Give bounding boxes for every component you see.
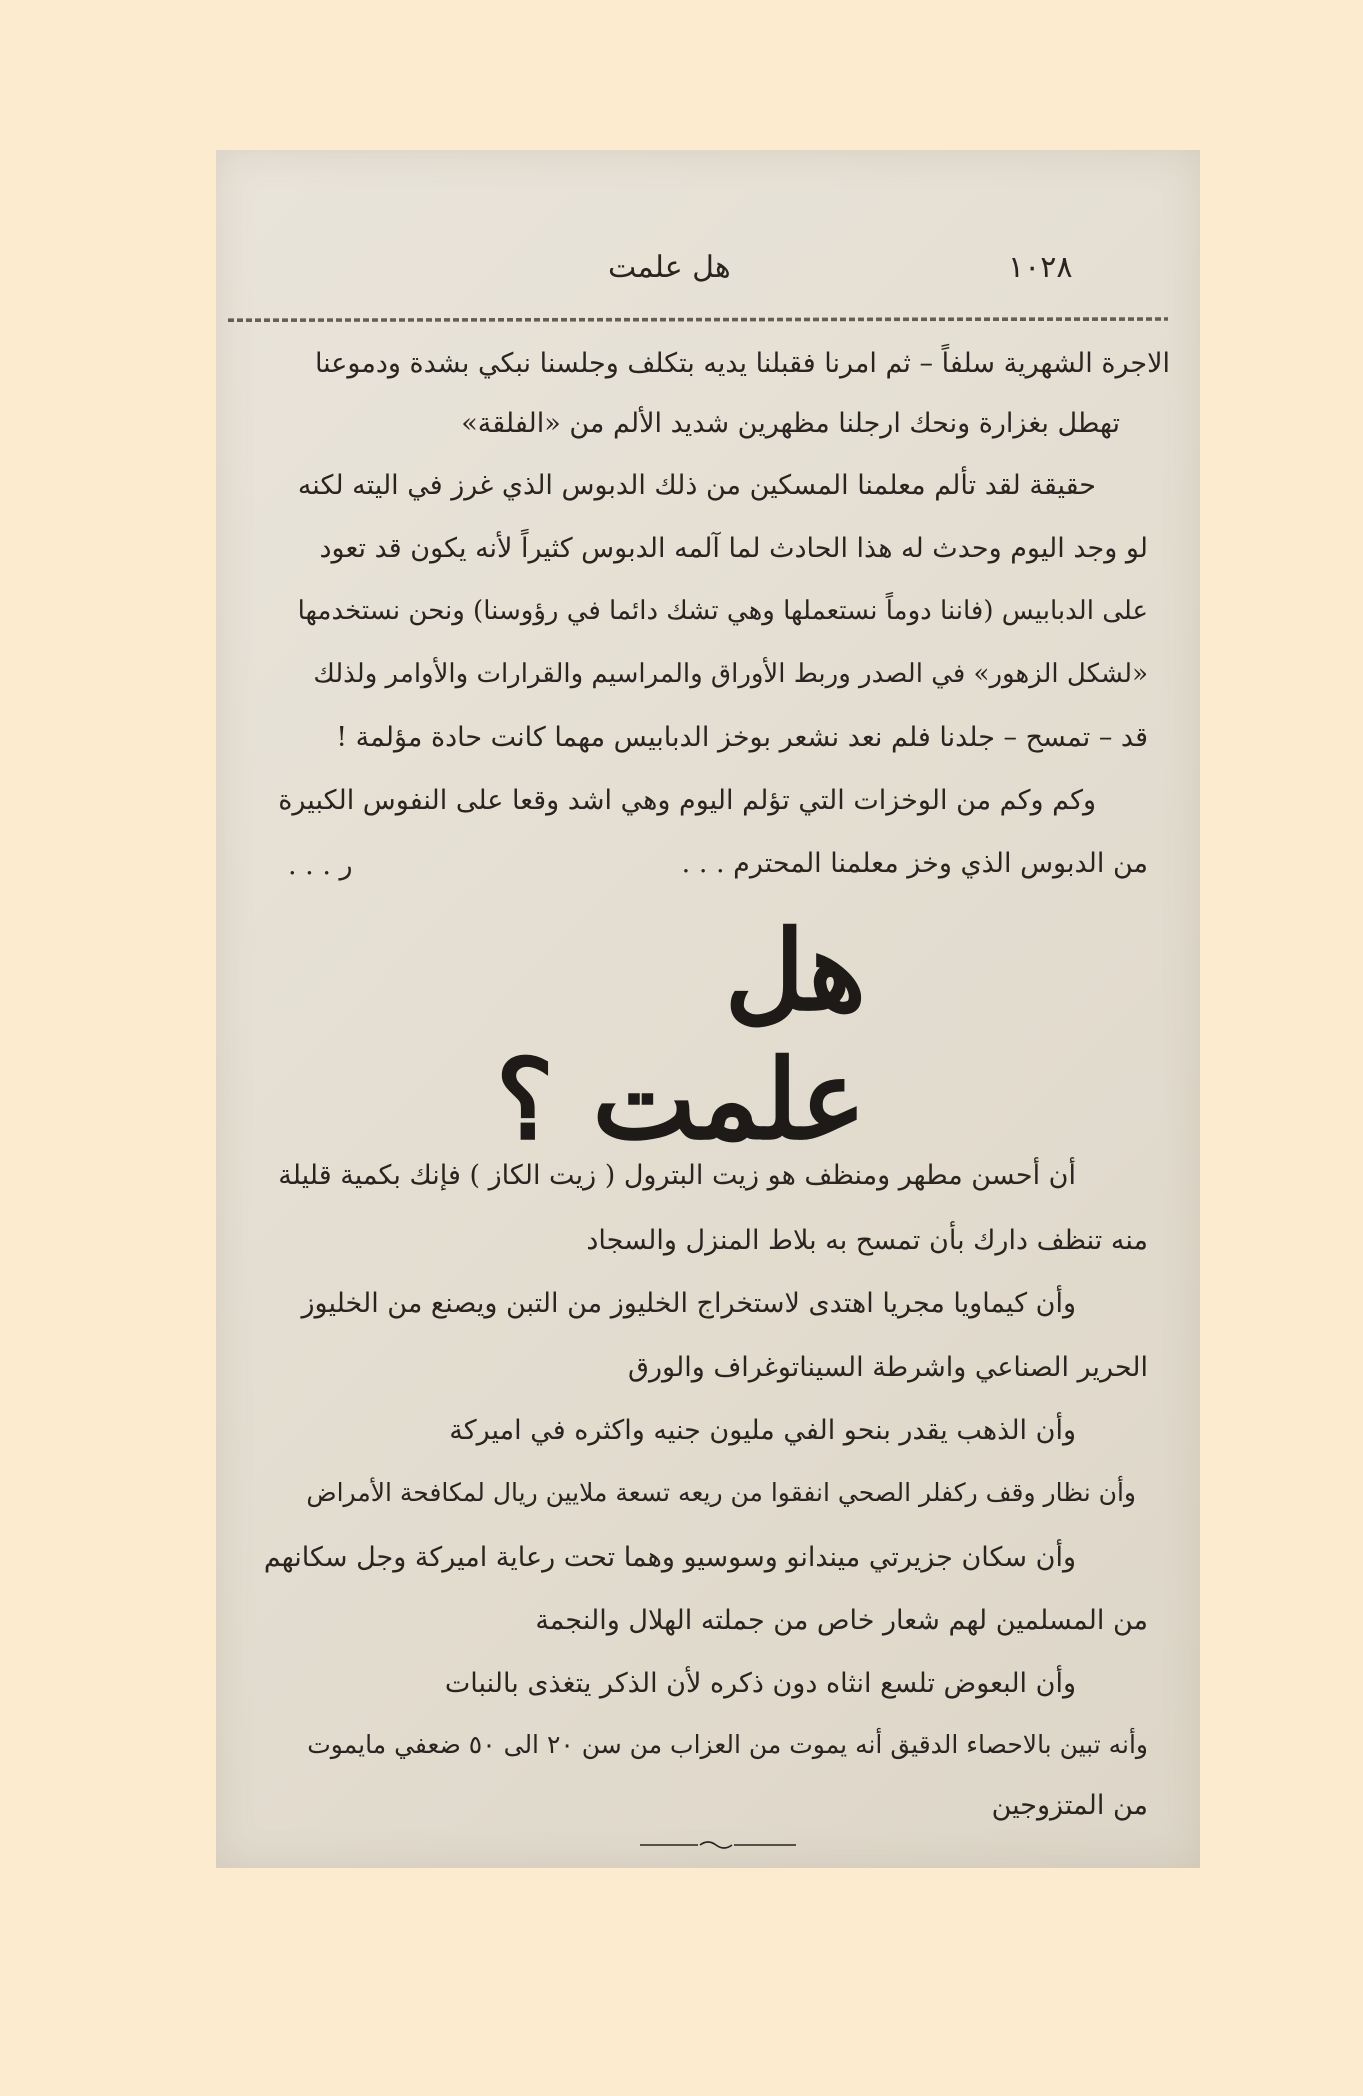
page-header [216, 250, 1200, 310]
section-heading: هل علمت ؟ [495, 906, 866, 1164]
intro-line-7: قد – تمسح – جلدنا فلم نعد نشعر بوخز الدبابيس مهما كانت حادة مؤلمة ! [336, 722, 1148, 753]
intro-line-4: لو وجد اليوم وحدث له هذا الحادث لما آلمه الدبوس كثيراً لأنه يكون قد تعود [319, 533, 1148, 564]
fact-line-3: وأن كيماويا مجريا اهتدى لاستخراج الخليوز من التبن ويصنع من الخليوز [301, 1288, 1076, 1319]
fact-line-11: من المتزوجين [991, 1790, 1148, 1821]
header-rule [228, 316, 1168, 322]
scanned-page [216, 150, 1200, 1868]
intro-line-1: الاجرة الشهرية سلفاً – ثم امرنا فقبلنا يديه بتكلف وجلسنا نبكي بشدة ودموعنا [314, 348, 1170, 379]
intro-signature: ر . . . [288, 850, 353, 881]
fact-line-9: وأن البعوض تلسع انثاه دون ذكره لأن الذكر يتغذى بالنبات [444, 1668, 1076, 1699]
fact-line-7: وأن سكان جزيرتي ميندانو وسوسيو وهما تحت رعاية اميركة وجل سكانهم [263, 1542, 1076, 1573]
fact-line-6: وأن نظار وقف ركفلر الصحي انفقوا من ريعه تسعة ملايين ريال لمكافحة الأمراض [306, 1478, 1136, 1507]
fact-line-2: منه تنظف دارك بأن تمسح به بلاط المنزل والسجاد [586, 1225, 1148, 1256]
intro-line-6: «لشكل الزهور» في الصدر وربط الأوراق والمراسيم والقرارات والأوامر ولذلك [313, 659, 1148, 689]
intro-line-2: تهطل بغزارة ونحك ارجلنا مظهرين شديد الألم من «الفلقة» [461, 408, 1120, 439]
fact-line-5: وأن الذهب يقدر بنحو الفي مليون جنيه واكثره في اميركة [449, 1415, 1076, 1446]
intro-line-9: من الدبوس الذي وخز معلمنا المحترم . . . [681, 848, 1148, 879]
intro-line-3: حقيقة لقد تألم معلمنا المسكين من ذلك الدبوس الذي غرز في اليته لكنه [297, 470, 1096, 501]
running-title: هل علمت [608, 250, 731, 285]
intro-line-5: على الدبابيس (فاننا دوماً نستعملها وهي تشك دائما في رؤوسنا) ونحن نستخدمها [297, 596, 1148, 626]
fact-line-10: وأنه تبين بالاحصاء الدقيق أنه يموت من العزاب من سن ٢٠ الى ٥٠ ضعفي مايموت [307, 1730, 1148, 1759]
fact-line-1: أن أحسن مطهر ومنظف هو زيت البترول ( زيت الكاز ) فإنك بكمية قليلة [278, 1160, 1076, 1191]
fact-line-4: الحرير الصناعي واشرطة السيناتوغراف والورق [628, 1352, 1148, 1383]
fact-line-8: من المسلمين لهم شعار خاص من جملته الهلال والنجمة [535, 1605, 1148, 1636]
intro-line-8: وكم وكم من الوخزات التي تؤلم اليوم وهي اشد وقعا على النفوس الكبيرة [278, 785, 1096, 816]
end-ornament [640, 1840, 796, 1850]
page-number: ١٠٢٨ [1008, 250, 1073, 285]
